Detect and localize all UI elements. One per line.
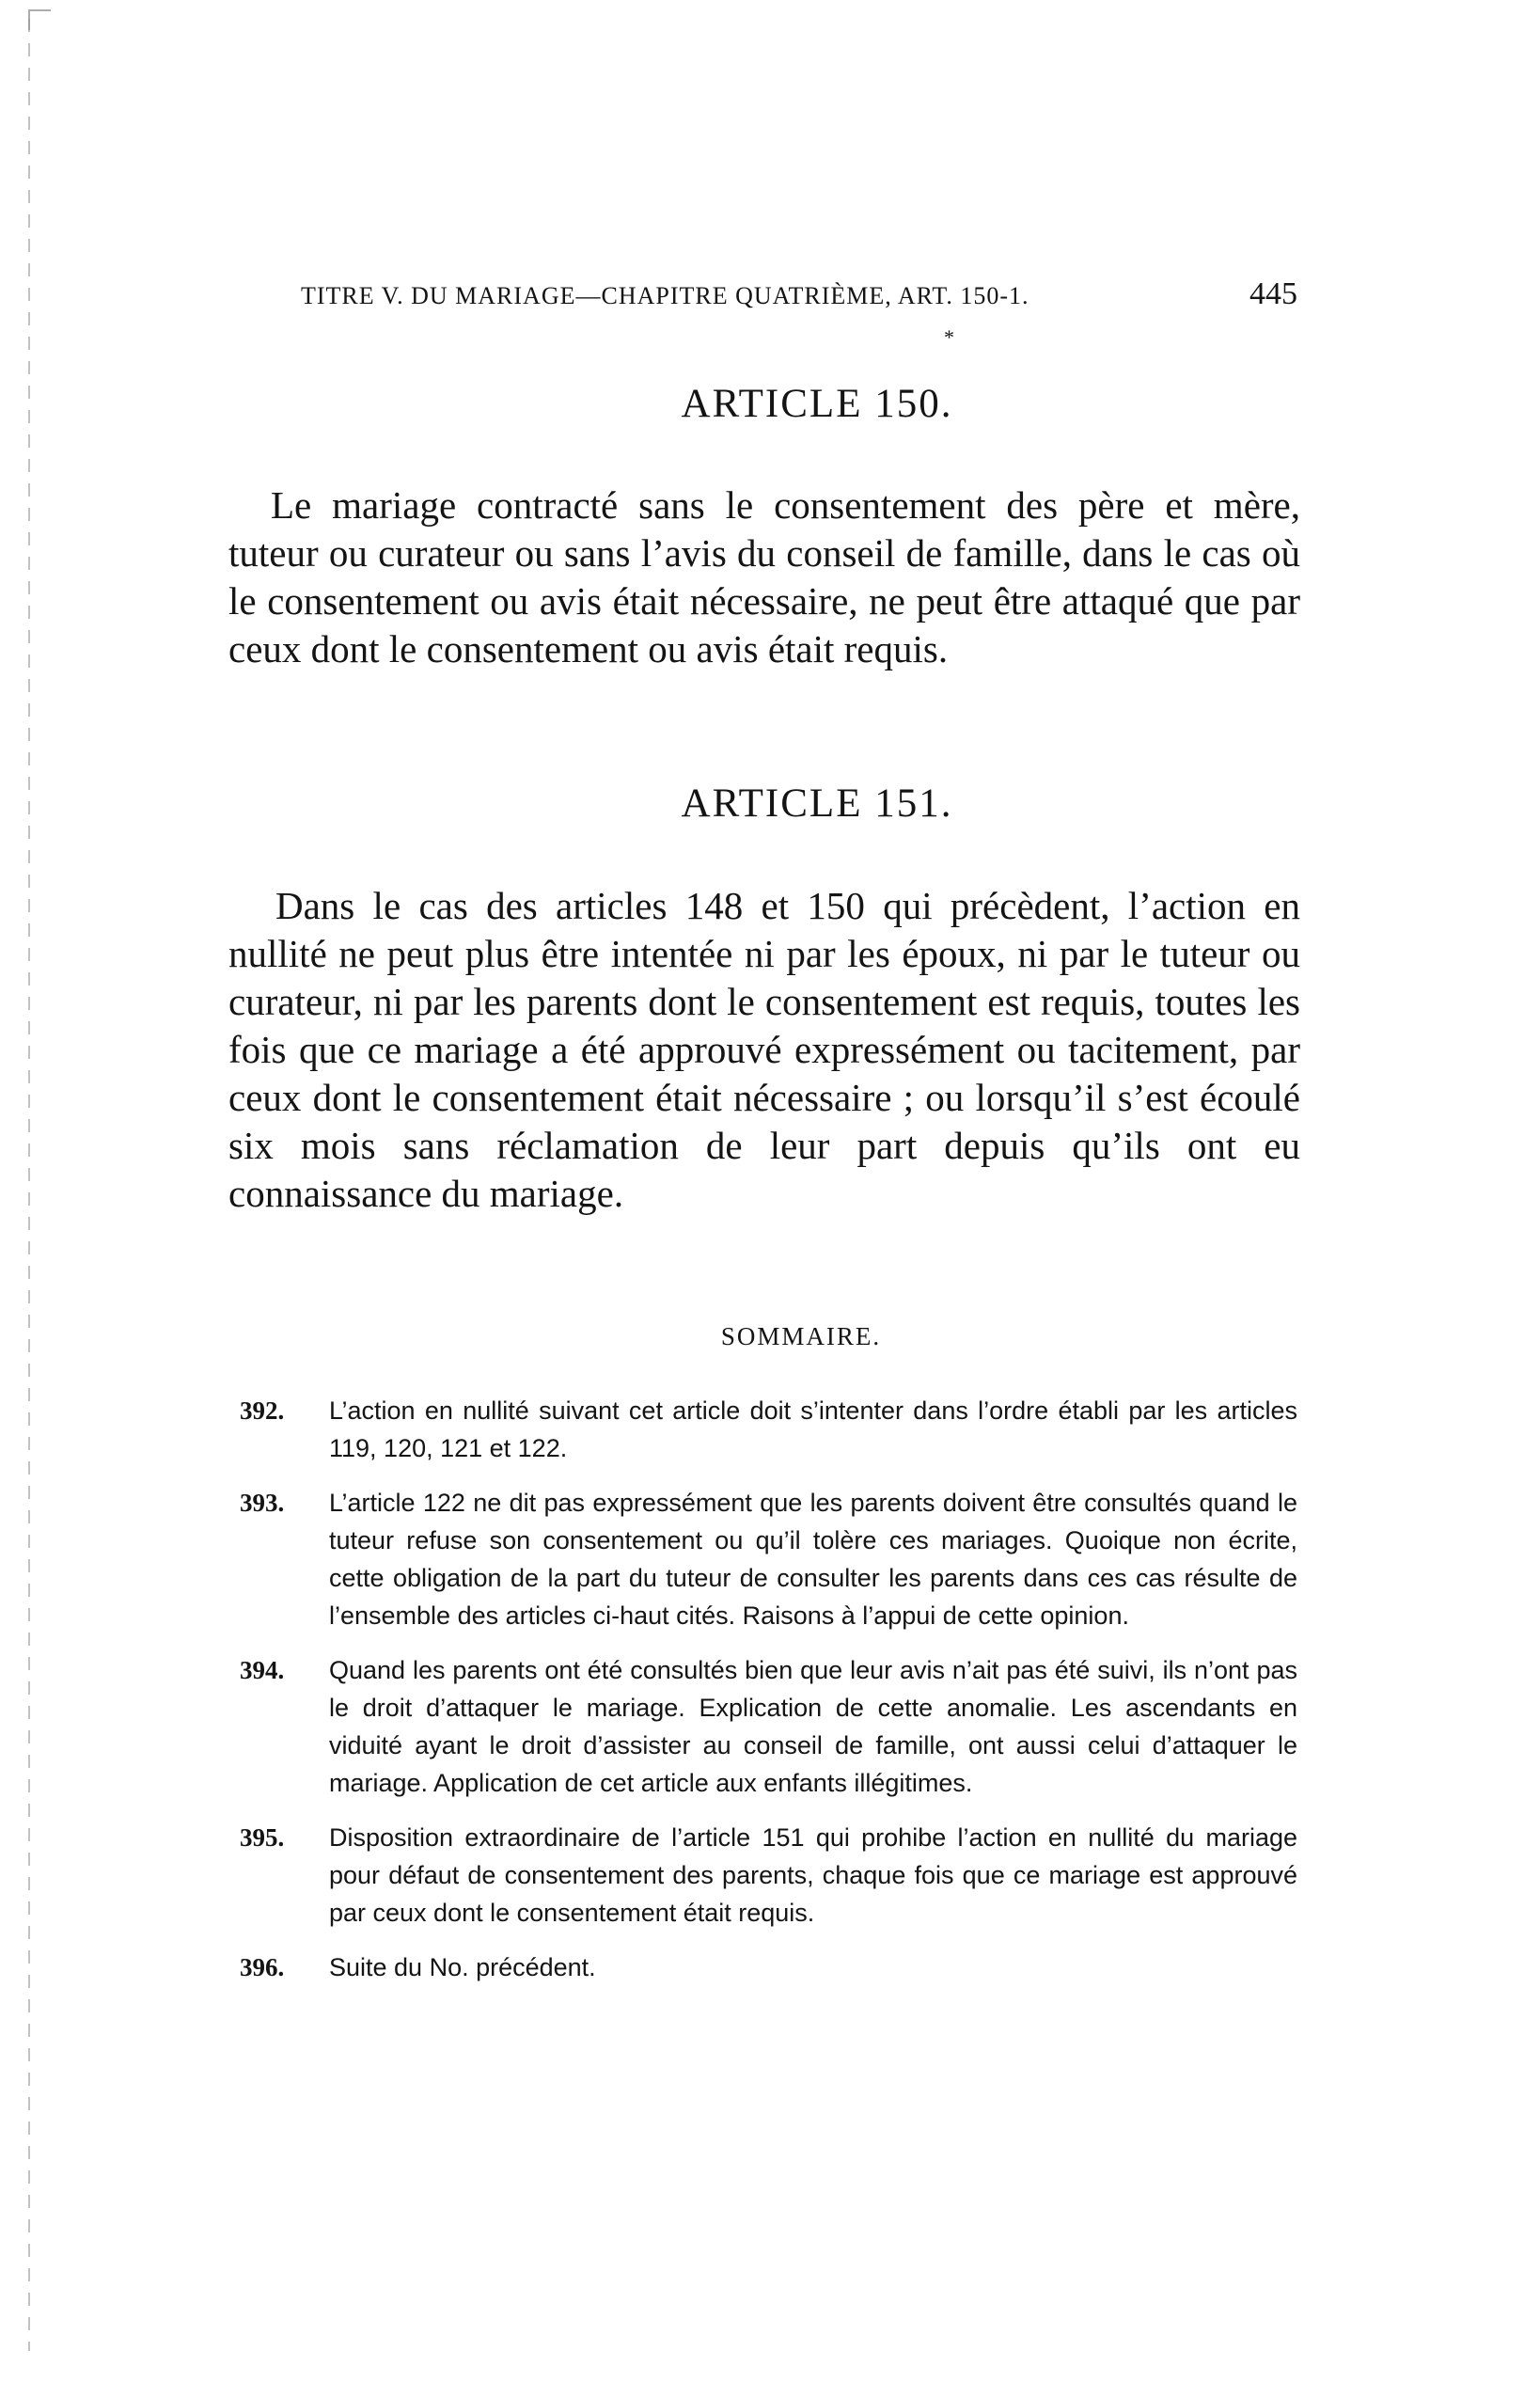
sommaire-item-text: Disposition extraordinaire de l’article 151 qui prohibe l’action en nullité du mariage pour défaut de consentement des parents, chaque fois que ce mariage est approuvé par ceux dont le consentement était requis. [329,1823,1297,1927]
sommaire-title: SOMMAIRE. [720,1322,882,1350]
sommaire-item-text: Quand les parents ont été consultés bien que leur avis n’ait pas été suivi, ils n’ont pas le droit d’attaquer le mariage. Explication de cette anomalie. Les ascendants en viduité ayant le droit d’assister au conseil de famille, ont aussi celui d’attaquer le mariage. Application de cet article aux enfants illégitimes. [329,1656,1297,1797]
sommaire-item-number: 395. [240,1823,285,1852]
sommaire-item-number: 394. [240,1656,285,1684]
sommaire-item-number: 393. [240,1489,285,1517]
article-150-text: Le mariage contracté sans le consentement des père et mère, tuteur ou curateur ou sans l’avis du conseil de famille, dans le cas où le consentement ou avis était nécessaire, ne peut être attaqué que par ceux dont le consentement ou avis était requis. [228,483,1300,670]
sommaire-item [240,1392,1297,1467]
printer-mark: * [944,325,954,349]
sommaire-item-text: Suite du No. précédent. [329,1953,596,1981]
page-binding-edge [28,19,30,2351]
article-151-heading: ARTICLE 151. [681,781,953,826]
sommaire-item-text: L’action en nullité suivant cet article doit s’intenter dans l’ordre établi par les articles 119, 120, 121 et 122. [329,1396,1297,1462]
page-edge-mark [28,9,51,30]
article-151-text: Dans le cas des articles 148 et 150 qui précèdent, l’action en nullité ne peut plus être intentée ni par les époux, ni par le tuteur ou curateur, ni par les parents dont le consentement est requis, toutes les fois que ce mariage a été approuvé expressément ou tacitement, par ceux dont le consentement était nécessaire ; ou lorsqu’il s’est écoulé six mois sans réclamation de leur part depuis qu’ils ont eu connaissance du mariage. [228,884,1300,1215]
sommaire-list [240,1392,1297,2003]
sommaire-item-number: 392. [240,1396,285,1425]
running-title: TITRE V. DU MARIAGE—CHAPITRE QUATRIÈME, ART. 150-1. [301,282,1029,309]
running-header [301,276,1297,311]
article-150-heading: ARTICLE 150. [681,382,953,426]
sommaire-item [240,1484,1297,1634]
sommaire-item [240,1819,1297,1932]
page-number: 445 [1249,276,1297,311]
sommaire-item-text: L’article 122 ne dit pas expressément que les parents doivent être consultés quand le tuteur refuse son consentement ou qu’il tolère ces mariages. Quoique non écrite, cette obligation de la part du tuteur de consulter les parents dans ces cas résulte de l’ensemble des articles ci-haut cités. Raisons à l’appui de cette opinion. [329,1489,1297,1630]
sommaire-item [240,1948,1297,1986]
sommaire-item-number: 396. [240,1953,285,1981]
sommaire-item [240,1651,1297,1802]
